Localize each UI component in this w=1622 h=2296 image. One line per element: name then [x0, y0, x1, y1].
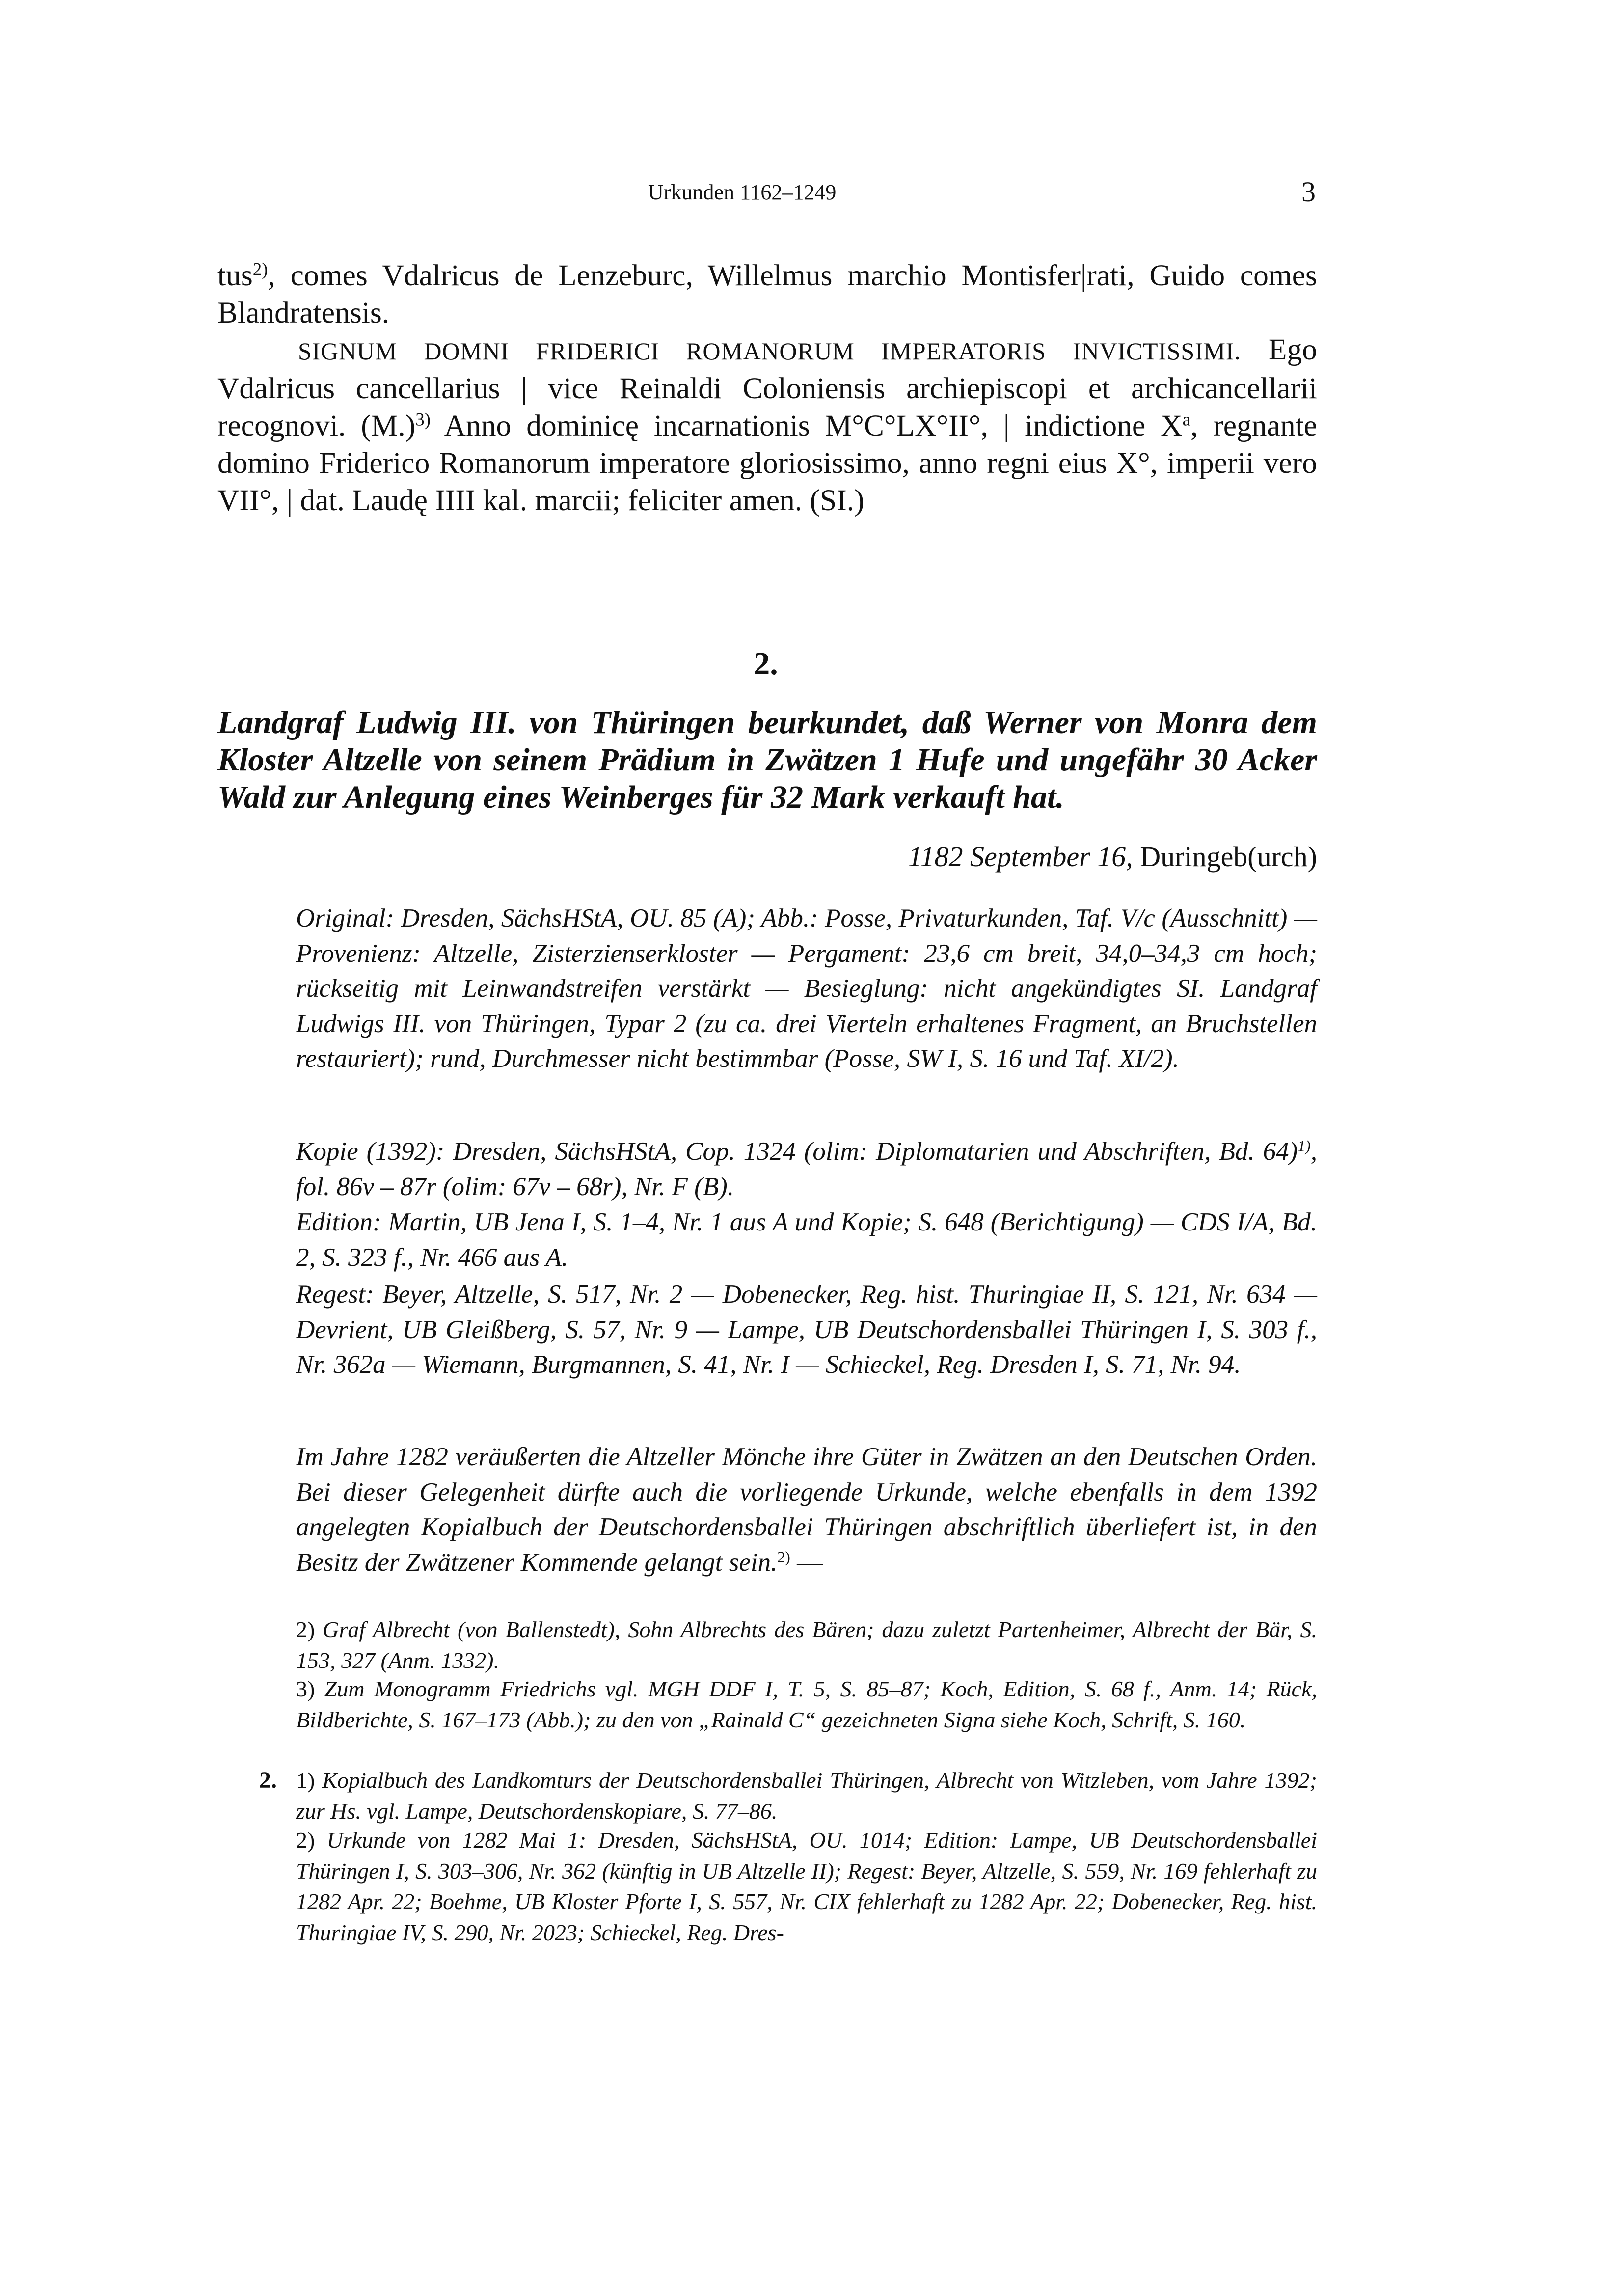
running-title: Urkunden 1162–1249 — [648, 180, 837, 204]
footnote-number: 1) — [296, 1768, 315, 1793]
footnote-1-document-2 — [296, 1765, 1317, 1827]
footnote-document-marker: 2. — [259, 1767, 277, 1793]
footnote-ref: 2) — [777, 1548, 790, 1566]
recognition-text: Ego Vdalricus cancellarius | vice Reinaldi Coloniensis archiepiscopi et archicancellarii recognovi. (M.) — [217, 333, 1317, 442]
apparatus-regest: Regest: Beyer, Altzelle, S. 517, Nr. 2 — Dobenecker, Reg. hist. Thuringiae II, S. 121, Nr. 634 — Devrient, UB Gleißberg, S. 57, Nr. 9 — Lampe, UB Deutschordensballei Thüringen I, S. 303 f., Nr. 362a — Wiemann, Burgmannen, S. 41, Nr. I — Schieckel, Reg. Dresden I, S. 71, Nr. 94. — [296, 1280, 1317, 1379]
apparatus-original: Original: Dresden, SächsHStA, OU. 85 (A); Abb.: Posse, Privaturkunden, Taf. V/c (Ausschnitt) — Provenienz: Altzelle, Zisterzienserkloster — Pergament: 23,6 cm breit, 34,0–34,3 cm hoch; rückseitig mit Leinwandstreifen verstärkt — Besieglung: nicht angekündigtes SI. Landgraf Ludwigs III. von Thüringen, Typar 2 (zu ca. drei Vierteln erhaltenes Fragment, an Bruchstellen restauriert); rund, Durchmesser nicht bestimmbar (Posse, SW I, S. 16 und Taf. XI/2). — [296, 904, 1317, 1073]
witness-list-paragraph — [217, 257, 1317, 331]
footnote-text: Kopialbuch des Landkomturs der Deutschordensballei Thüringen, Albrecht von Witzleben, vom Jahre 1392; zur Hs. vgl. Lampe, Deutschordenskopiare, S. 77–86. — [296, 1768, 1317, 1824]
footnote-number: 3) — [296, 1676, 315, 1701]
footnote-3-previous — [296, 1674, 1317, 1735]
signum-line: SIGNUM DOMNI FRIDERICI ROMANORUM IMPERATORIS INVICTISSIMI. — [298, 337, 1241, 365]
footnote-text: Graf Albrecht (von Ballenstedt), Sohn Albrechts des Bären; dazu zuletzt Partenheimer, Albrecht der Bär, S. 153, 327 (Anm. 1332). — [296, 1617, 1318, 1673]
footnote-ref: 1) — [1298, 1137, 1311, 1155]
footnote-text: Zum Monogramm Friedrichs vgl. MGH DDF I, T. 5, S. 85–87; Koch, Edition, S. 68 f., Anm. 14; Rück, Bildberichte, S. 167–173 (Abb.); zu den von „Rainald C“ gezeichneten Signa siehe Koch, Schrift, S. 160. — [296, 1676, 1318, 1732]
document-number: 2. — [754, 646, 778, 682]
document-date — [736, 839, 1317, 875]
footnote-number: 2) — [296, 1617, 315, 1642]
footnote-number: 2) — [296, 1828, 315, 1853]
apparatus-commentary — [296, 1440, 1317, 1580]
witness-text: , comes Vdalricus de Lenzeburc, Willelmus marchio Montisfer|rati, Guido comes Blandratensis. — [217, 259, 1317, 329]
apparatus-edition: Edition: Martin, UB Jena I, S. 1–4, Nr. 1 aus A und Kopie; S. 648 (Berichtigung) — CDS I/A, Bd. 2, S. 323 f., Nr. 466 aus A. — [296, 1208, 1317, 1272]
dating-text: Anno dominicę incarnationis M°C°LX°II°, | indictione X — [431, 409, 1183, 442]
subscription-paragraph — [217, 331, 1317, 519]
commentary-text: Im Jahre 1282 veräußerten die Altzeller Mönche ihre Güter in Zwätzen an den Deutschen Orden. Bei dieser Gelegenheit dürfte auch die vorliegende Urkunde, welche ebenfalls in dem 1392 angelegten Kopialbuch der Deutschordensballei Thüringen abschriftlich überliefert ist, in den Besitz der Zwätzener Kommende gelangt sein. — [296, 1443, 1317, 1577]
apparatus-kopie — [296, 1134, 1317, 1204]
footnote-ref: 3) — [415, 409, 431, 430]
document-title: Landgraf Ludwig III. von Thüringen beurkundet, daß Werner von Monra dem Kloster Altzelle von seinem Prädium in Zwätzen 1 Hufe und ungefähr 30 Acker Wald zur Anlegung eines Weinberges für 32 Mark verkauft hat. — [217, 705, 1317, 815]
footnote-text: Urkunde von 1282 Mai 1: Dresden, SächsHStA, OU. 1014; Edition: Lampe, UB Deutschordensballei Thüringen I, S. 303–306, Nr. 362 (künftig in UB Altzelle II); Regest: Beyer, Altzelle, S. 559, Nr. 169 fehlerhaft zu 1282 Apr. 22; Boehme, UB Kloster Pforte I, S. 557, Nr. CIX fehlerhaft zu 1282 Apr. 22; Dobenecker, Reg. hist. Thuringiae IV, S. 290, Nr. 2023; Schieckel, Reg. Dres- — [296, 1828, 1317, 1945]
superscript-a: a — [1182, 409, 1190, 430]
page-number: 3 — [1301, 176, 1316, 208]
place-text: Duringeb(urch) — [1133, 841, 1317, 873]
commentary-dash: — — [790, 1548, 823, 1577]
footnote-2-previous — [296, 1614, 1317, 1676]
footnote-2-document-2 — [296, 1825, 1317, 1948]
witness-text-start: tus — [217, 259, 253, 292]
kopie-text: Kopie (1392): Dresden, SächsHStA, Cop. 1324 (olim: Diplomatarien und Abschriften, Bd. 64) — [296, 1137, 1298, 1166]
date-text: 1182 September 16, — [908, 841, 1133, 873]
kopie-text-end: , fol. 86v – 87r (olim: 67v – 68r), Nr. F (B). — [296, 1137, 1317, 1201]
dating-text-end: , regnante domino Friderico Romanorum imperatore gloriosissimo, anno regni eius X°, imperii vero VII°, | dat. Laudę IIII kal. marcii; feliciter amen. (SI.) — [217, 409, 1317, 517]
footnote-ref: 2) — [252, 259, 268, 279]
